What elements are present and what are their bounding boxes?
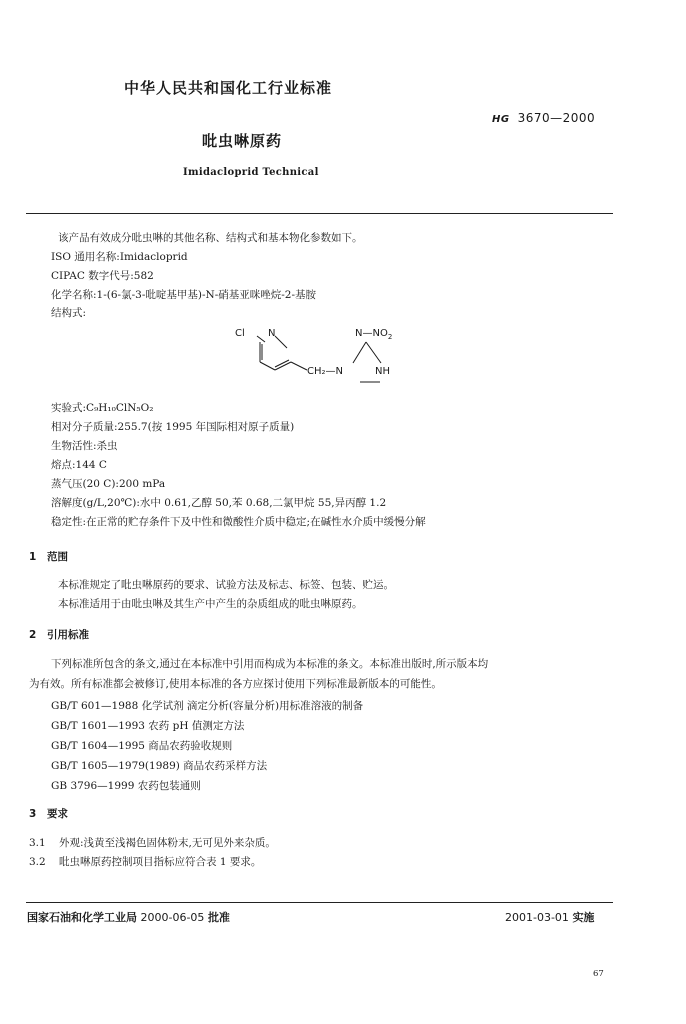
page-number: 67	[593, 969, 604, 979]
structural-formula	[225, 320, 425, 390]
intro-text: 该产品有效成分吡虫啉的其他名称、结构式和基本物化参数如下。	[58, 232, 363, 244]
stability: 稳定性:在正常的贮存条件下及中性和微酸性介质中稳定;在碱性水介质中缓慢分解	[51, 516, 426, 528]
requirement-item: 3.1 外观:浅黄至浅褐色固体粉末,无可见外来杂质。	[29, 837, 276, 849]
melting-point: 熔点:144 C	[51, 459, 107, 471]
formula-methylene-n: CH₂—N	[307, 366, 343, 377]
section-1-para-1: 本标准规定了吡虫啉原药的要求、试验方法及标志、标签、包装、贮运。	[58, 579, 394, 591]
footer-divider	[26, 902, 613, 903]
reference-item: GB/T 1604—1995 商品农药验收规则	[51, 740, 233, 752]
section-1-para-2: 本标准适用于由吡虫啉及其生产中产生的杂质组成的吡虫啉原药。	[58, 598, 363, 610]
document-title-english: Imidacloprid Technical	[183, 167, 319, 178]
solubility: 溶解度(g/L,20℃):水中 0.61,乙醇 50,苯 0.68,二氯甲烷 55,异丙醇 1.2	[51, 497, 387, 509]
section-2-para-line-1: 下列标准所包含的条文,通过在本标准中引用而构成为本标准的条文。本标准出版时,所示版本均	[51, 658, 489, 670]
effective-info: 2001-03-01 实施	[505, 911, 595, 924]
formula-cl: Cl	[235, 328, 245, 339]
issue-info: 国家石油和化学工业局 2000-06-05 批准	[27, 911, 230, 924]
cipac-code: CIPAC 数字代号:582	[51, 270, 154, 282]
reference-item: GB/T 1605—1979(1989) 商品农药采样方法	[51, 760, 268, 772]
empirical-formula: 实验式:C₉H₁₀ClN₅O₂	[51, 402, 154, 414]
chemical-name: 化学名称:1-(6-氯-3-吡啶基甲基)-N-硝基亚咪唑烷-2-基胺	[51, 289, 317, 301]
section-2-heading: 2 引用标准	[29, 629, 89, 641]
bioactivity: 生物活性:杀虫	[51, 440, 118, 452]
section-2-para-line-2: 为有效。所有标准都会被修订,使用本标准的各方应探讨使用下列标准最新版本的可能性。	[29, 678, 442, 690]
reference-item: GB/T 601—1988 化学试剂 滴定分析(容量分析)用标准溶液的制备	[51, 700, 364, 712]
header-divider	[26, 213, 613, 214]
requirement-item: 3.2 吡虫啉原药控制项目指标应符合表 1 要求。	[29, 856, 262, 868]
standard-number: 3670—2000	[517, 111, 596, 125]
standard-prefix: HG	[492, 114, 510, 125]
document-title-chinese: 吡虫啉原药	[202, 132, 283, 150]
formula-nitroimine: $N—NO_2$	[355, 328, 393, 341]
standard-category-title: 中华人民共和国化工行业标准	[124, 79, 333, 97]
section-1-heading: 1 范围	[29, 551, 68, 563]
molecular-mass: 相对分子质量:255.7(按 1995 年国际相对原子质量)	[51, 421, 295, 433]
formula-nh: NH	[375, 366, 390, 377]
section-3-heading: 3 要求	[29, 808, 68, 820]
structure-label: 结构式:	[51, 307, 87, 319]
iso-common-name: ISO 通用名称:Imidacloprid	[51, 251, 188, 263]
reference-item: GB 3796—1999 农药包装通则	[51, 780, 201, 792]
reference-item: GB/T 1601—1993 农药 pH 值测定方法	[51, 720, 245, 732]
standard-code	[492, 111, 595, 125]
formula-ring-n: N	[268, 328, 276, 339]
vapor-pressure: 蒸气压(20 C):200 mPa	[51, 478, 166, 490]
